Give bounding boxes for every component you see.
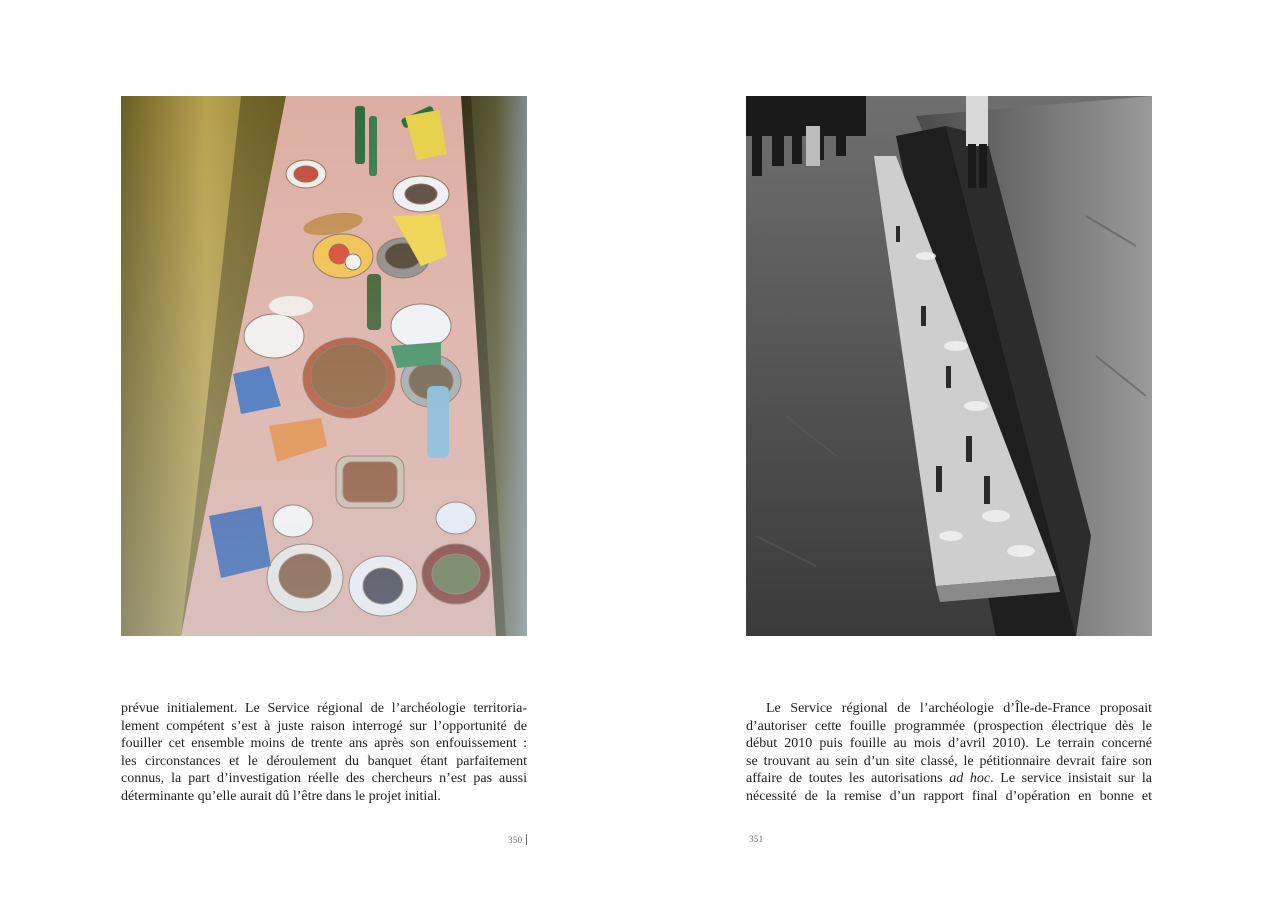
page-number: 350 [508,835,523,845]
page-number-left [508,834,527,845]
left-page-text [121,700,527,805]
text-line: connus, la part d’investigation réelle des chercheurs n’est pas aussi [121,771,527,786]
text-line: nécessité de la remise d’un rapport final d’opération en bonne et [746,788,1152,804]
text-line: se trouvant au sein d’un site classé, le pétitionnaire devrait faire son [746,753,1152,769]
folio-rule [526,834,527,845]
text-line: début 2010 puis fouille au mois d’avril 2010). Le terrain concerné [746,736,1152,751]
text-line: d’autoriser cette fouille programmée (prospection électrique dès le [746,718,1152,734]
text-line-with-italic [746,770,1152,788]
banquet-trench-color-photo [121,96,527,636]
text-line: Le Service régional de l’archéologie d’Île-de-France proposait [766,701,1152,716]
text-fragment: affaire de toutes les autorisations [746,771,950,786]
text-line: fouiller cet ensemble moins de trente ans après son enfouissement : [121,736,527,751]
right-page-text [746,700,1152,805]
text-line: les circonstances et le déroulement du banquet étant parfaitement [121,753,527,769]
page-number: 351 [749,834,764,844]
text-line: déterminante qu’elle aurait dû l’être dans le projet initial. [121,788,441,804]
italic-term: ad hoc [949,771,991,786]
page-number-right [749,834,763,844]
banquet-trench-bw-photo [746,96,1152,636]
text-fragment: . Le service insistait sur la [990,771,1152,786]
text-line: prévue initialement. Le Service régional de l’archéologie territoria- [121,701,527,716]
text-line: lement compétent s’est à juste raison interrogé sur l’opportunité de [121,718,527,734]
